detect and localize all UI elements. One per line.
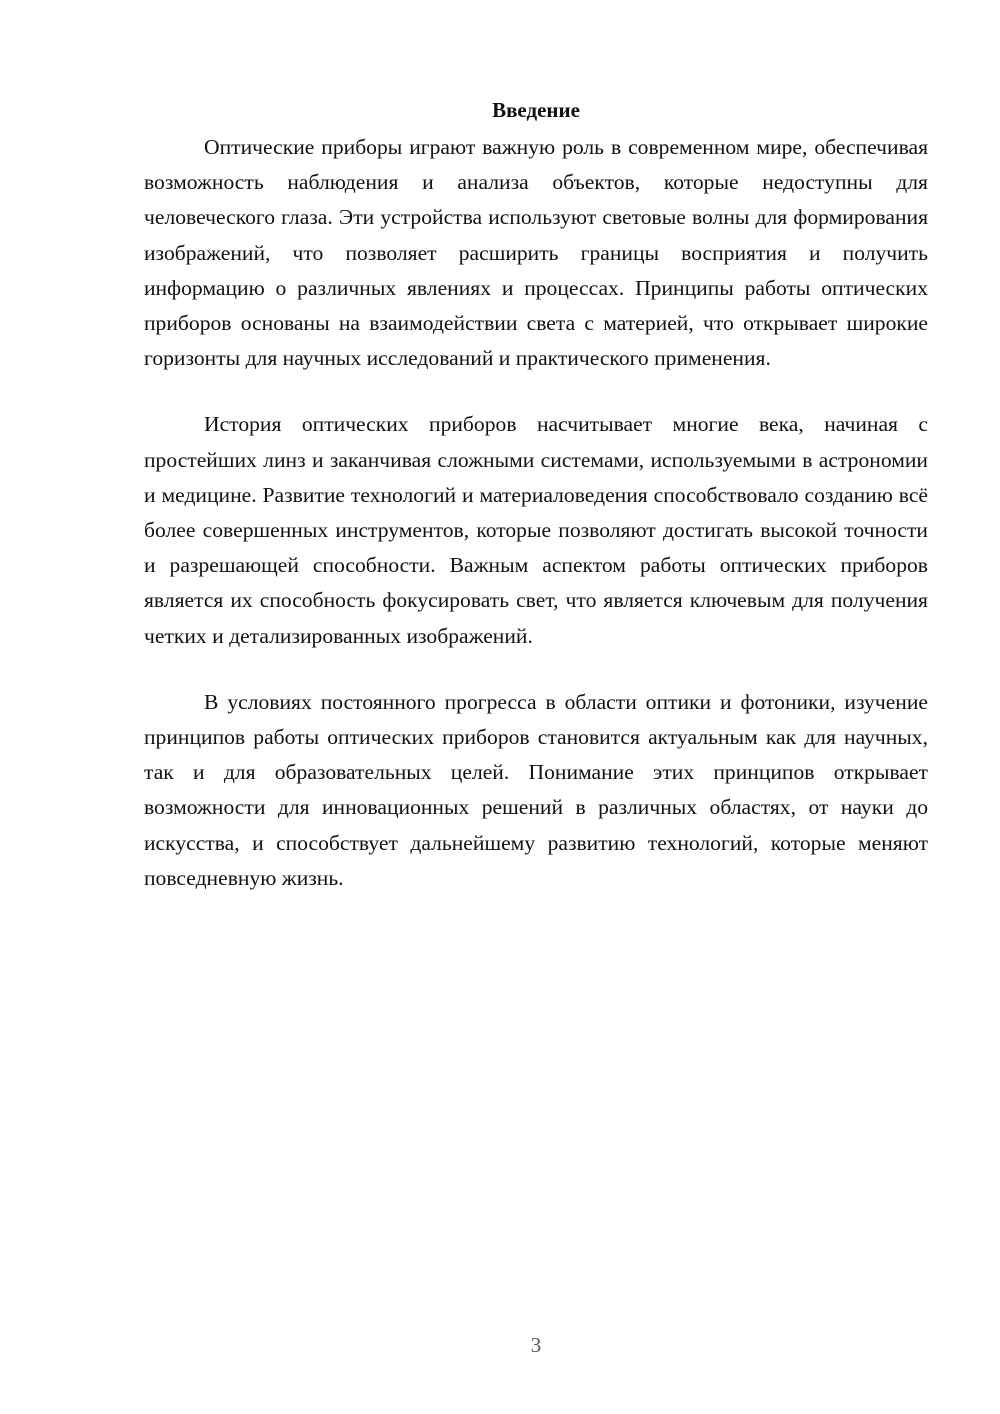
paragraph-2: История оптических приборов насчитывает многие века, начиная с простейших линз и заканчивая сложными системами, используемыми в астрономии и медицине. Развитие технологий и материаловедения способствовало созданию всё более совершенных инструментов, которые позволяют достигать высокой точности и разрешающей способности. Важным аспектом работы оптических приборов является их способность фокусировать свет, что является ключевым для получения четких и детализированных изображений. xyxy=(144,412,928,648)
page-content xyxy=(144,92,928,896)
page-number: 3 xyxy=(530,1333,542,1357)
paragraph-3: В условиях постоянного прогресса в области оптики и фотоники, изучение принципов работы оптических приборов становится актуальным как для научных, так и для образовательных целей. Понимание этих принципов открывает возможности для инновационных решений в различных областях, от науки до искусства, и способствует дальнейшему развитию технологий, которые меняют повседневную жизнь. xyxy=(144,689,928,890)
paragraph-1: Оптические приборы играют важную роль в современном мире, обеспечивая возможность наблюдения и анализа объектов, которые недоступны для человеческого глаза. Эти устройства используют световые волны для формирования изображений, что позволяет расширить границы восприятия и получить информацию о различных явлениях и процессах. Принципы работы оптических приборов основаны на взаимодействии света с материей, что открывает широкие горизонты для научных исследований и практического применения. xyxy=(144,135,928,371)
section-heading: Введение xyxy=(492,98,580,122)
